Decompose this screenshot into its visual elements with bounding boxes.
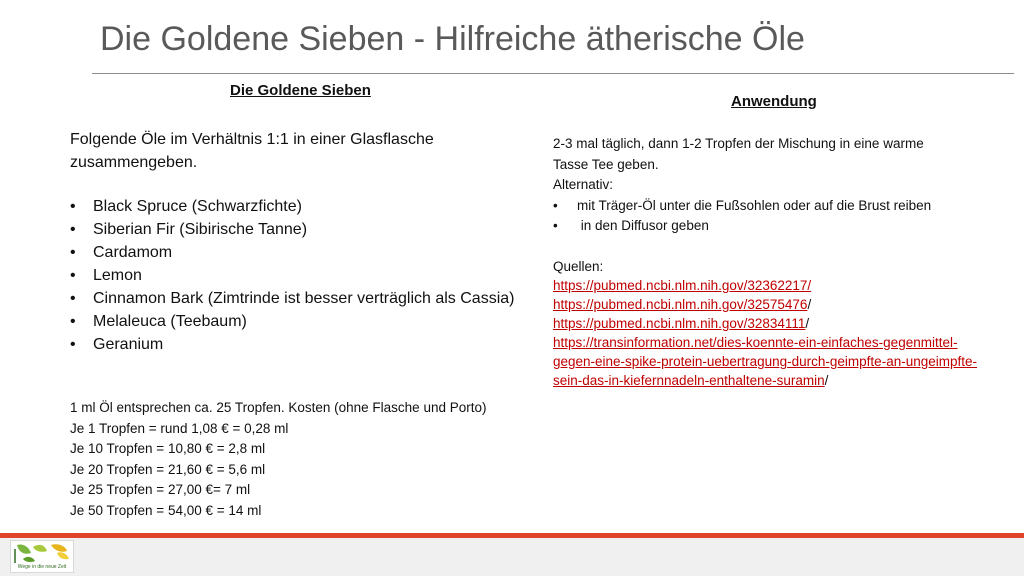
source-link[interactable]: https://pubmed.ncbi.nlm.nih.gov/32575476	[553, 297, 808, 312]
cost-line: Je 10 Tropfen = 10,80 € = 2,8 ml	[70, 441, 266, 456]
bullet-icon: •	[70, 336, 76, 353]
alternative-item: in den Diffusor geben	[577, 218, 709, 233]
source-link[interactable]: gegen-eine-spike-protein-uebertragung-durch-geimpfte-an-ungeimpfte-	[553, 354, 977, 369]
bullet-icon: •	[70, 221, 76, 238]
logo	[10, 540, 74, 573]
alternative-label: Alternativ:	[553, 177, 614, 192]
list-item	[70, 333, 520, 356]
source-link[interactable]: https://pubmed.ncbi.nlm.nih.gov/32362217/	[553, 278, 812, 293]
page-title: Die Goldene Sieben - Hilfreiche ätherische Öle	[100, 20, 805, 58]
list-item	[553, 196, 993, 217]
bullet-icon: •	[70, 198, 76, 215]
right-column-heading: Anwendung	[731, 93, 817, 110]
intro-text: Folgende Öle im Verhältnis 1:1 in einer Glasflasche zusammengeben.	[70, 131, 434, 171]
bullet-icon: •	[70, 267, 76, 284]
oil-name: Siberian Fir (Sibirische Tanne)	[93, 221, 308, 238]
bullet-icon: •	[70, 313, 76, 330]
list-item	[70, 241, 520, 264]
alternative-item: mit Träger-Öl unter die Fußsohlen oder auf die Brust reiben	[577, 197, 932, 213]
list-item	[70, 264, 520, 287]
usage-instructions	[553, 134, 993, 237]
source-item	[553, 276, 1003, 295]
bullet-icon: •	[553, 218, 558, 233]
left-column-heading: Die Goldene Sieben	[230, 82, 371, 99]
sources-label: Quellen:	[553, 259, 604, 274]
bullet-icon: •	[70, 244, 76, 261]
source-item	[553, 352, 1003, 371]
oil-name: Cinnamon Bark (Zimtrinde ist besser verträglich als Cassia)	[93, 290, 515, 307]
bullet-icon: •	[553, 197, 558, 213]
source-item	[553, 333, 1003, 352]
cost-line: Je 20 Tropfen = 21,60 € = 5,6 ml	[70, 461, 266, 477]
source-link[interactable]: https://pubmed.ncbi.nlm.nih.gov/32834111	[553, 316, 806, 331]
usage-line: Tasse Tee geben.	[553, 156, 659, 172]
cost-line: Je 50 Tropfen = 54,00 € = 14 ml	[70, 502, 262, 518]
list-item	[70, 195, 520, 218]
oil-list	[70, 195, 520, 356]
list-item	[553, 216, 993, 237]
source-item	[553, 295, 1003, 314]
bullet-icon: •	[70, 290, 76, 307]
list-item	[70, 218, 520, 241]
title-divider	[92, 73, 1014, 74]
cost-line: Je 25 Tropfen = 27,00 €= 7 ml	[70, 482, 251, 497]
oil-name: Black Spruce (Schwarzfichte)	[93, 198, 302, 215]
source-link[interactable]: sein-das-in-kiefernnadeln-enthaltene-suramin	[553, 373, 825, 388]
sources-section	[553, 257, 1003, 390]
source-suffix: /	[807, 297, 812, 312]
source-link[interactable]: https://transinformation.net/dies-koennte-ein-einfaches-gegenmittel-	[553, 335, 958, 350]
cost-line: Je 1 Tropfen = rund 1,08 € = 0,28 ml	[70, 420, 289, 436]
list-item	[70, 310, 520, 333]
footer	[0, 538, 1024, 576]
source-item	[553, 371, 1003, 390]
oil-name: Melaleuca (Teebaum)	[93, 313, 247, 330]
source-suffix: /	[824, 373, 829, 388]
oil-name: Lemon	[93, 267, 142, 284]
oil-name: Cardamom	[93, 244, 173, 261]
source-item	[553, 314, 1003, 333]
logo-text: Wege in die neue Zeit	[17, 564, 67, 570]
cost-info	[70, 398, 550, 521]
usage-line: 2-3 mal täglich, dann 1-2 Tropfen der Mischung in eine warme	[553, 136, 924, 151]
list-item	[70, 287, 520, 310]
cost-line: 1 ml Öl entsprechen ca. 25 Tropfen. Kosten (ohne Flasche und Porto)	[70, 400, 487, 415]
oil-name: Geranium	[93, 336, 164, 353]
source-suffix: /	[805, 316, 810, 331]
